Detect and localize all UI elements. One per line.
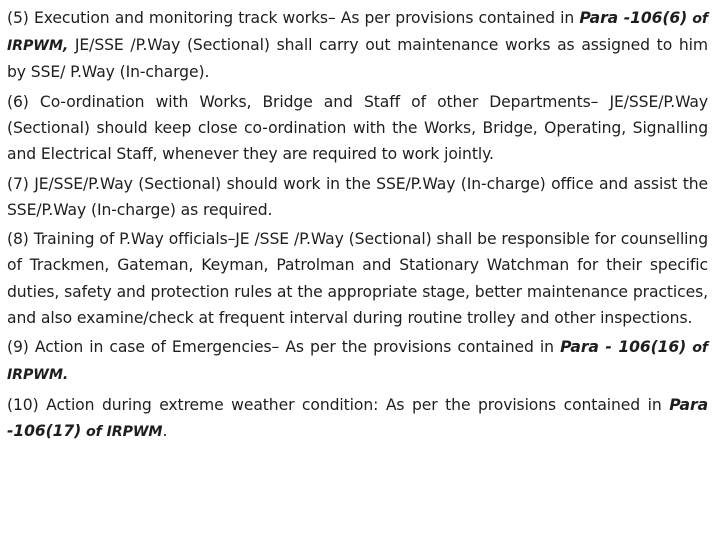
paragraph-10-reference-para: Para -106(17) bbox=[7, 395, 708, 440]
paragraph-5-text-start: (5) Execution and monitoring track works– As per provisions contained in bbox=[7, 9, 580, 27]
paragraph-5-text-end: JE/SSE /P.Way (Sectional) shall carry out maintenance works as assigned to him by SSE/ P.Way (In-charge). bbox=[7, 36, 708, 82]
paragraph-9-text-start: (9) Action in case of Emergencies– As per the provisions contained in bbox=[7, 338, 561, 357]
paragraph-9-reference-manual: of IRPWM. bbox=[7, 340, 708, 384]
paragraph-7: (7) JE/SSE/P.Way (Sectional) should work in the SSE/P.Way (In-charge) office and assist the SSE/P.Way (In-charge) as required. bbox=[7, 174, 708, 219]
paragraph-10-text-end: . bbox=[162, 421, 168, 440]
document-body bbox=[7, 5, 708, 448]
paragraph-10 bbox=[7, 392, 708, 445]
paragraph-8: (8) Training of P.Way officials–JE /SSE /P.Way (Sectional) shall be responsible for counselling of Trackmen, Gateman, Keyman, Patrolman and Stationary Watchman for their specific duties, safety and protection rules at the appropriate stage, better maintenance practices, and also examine/check at frequent interval during routine trolley and other inspections. bbox=[7, 230, 708, 327]
paragraph-9-reference-para: Para - 106(16) bbox=[560, 338, 687, 357]
paragraph-6: (6) Co-ordination with Works, Bridge and Staff of other Departments– JE/SSE/P.Way (Sectional) should keep close co-ordination with the Works, Bridge, Operating, Signalling and Electrical Staff, whenever they are required to work jointly. bbox=[7, 92, 708, 164]
paragraph-10-text-start: (10) Action during extreme weather condition: As per the provisions contained in bbox=[7, 395, 670, 414]
paragraph-5-reference-para: Para -106(6) bbox=[579, 9, 688, 27]
paragraph-10-reference-manual: of IRPWM bbox=[81, 423, 163, 440]
paragraph-5 bbox=[7, 5, 708, 86]
paragraph-5-reference-manual: of IRPWM, bbox=[7, 11, 708, 55]
paragraph-9 bbox=[7, 334, 708, 388]
